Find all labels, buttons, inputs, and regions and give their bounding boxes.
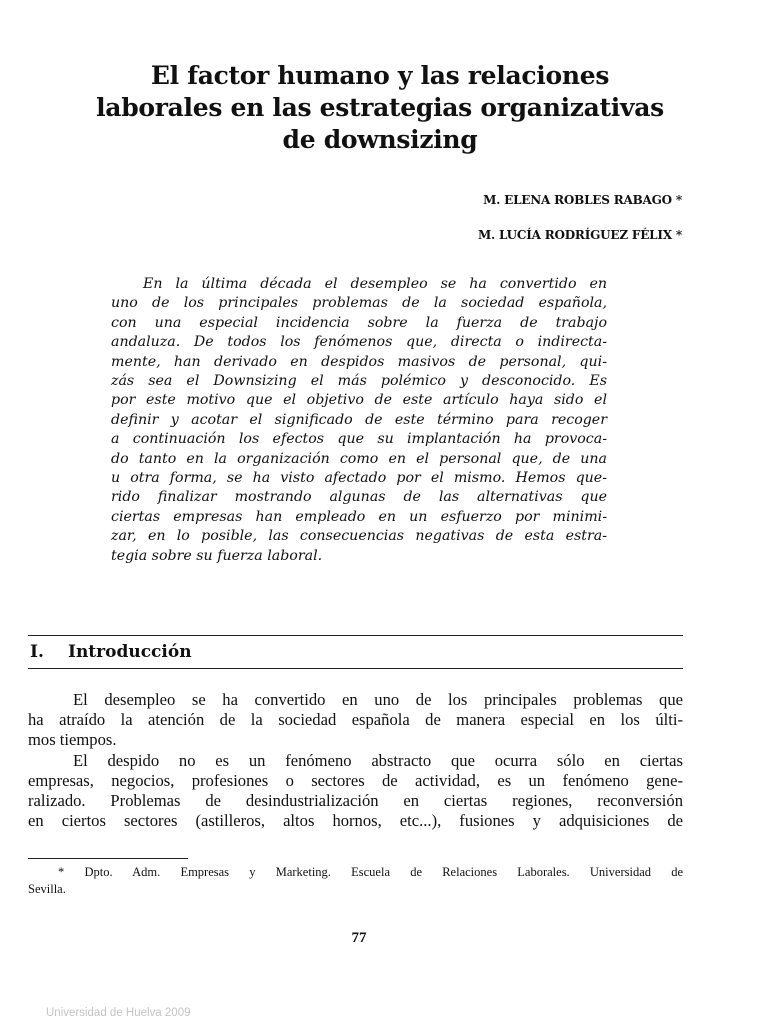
page-number: 77 bbox=[351, 930, 367, 946]
abstract-line: u otra forma, se ha visto afectado por el mismo. Hemos que- bbox=[111, 470, 607, 487]
abstract-line: En la última década el desempleo se ha convertido en bbox=[143, 276, 607, 292]
watermark: Universidad de Huelva 2009 bbox=[46, 1007, 191, 1019]
body-text bbox=[28, 690, 683, 831]
body-line: empresas, negocios, profesiones o sectores de actividad, es un fenómeno gene- bbox=[28, 770, 683, 790]
title-line: El factor humano y las relaciones bbox=[150, 61, 610, 90]
abstract-line: mente, han derivado en despidos masivos de personal, qui- bbox=[111, 353, 607, 370]
footnote-line: Sevilla. bbox=[28, 882, 66, 896]
section-number: I. bbox=[30, 642, 44, 662]
abstract-line: andaluza. De todos los fenómenos que, directa o indirecta- bbox=[111, 334, 607, 351]
abstract-line: zás sea el Downsizing el más polémico y desconocido. Es bbox=[111, 373, 607, 390]
body-line: El despido no es un fenómeno abstracto que ocurra sólo en ciertas bbox=[73, 750, 683, 770]
body-line: mos tiempos. bbox=[28, 730, 117, 750]
abstract bbox=[111, 275, 607, 566]
article-title bbox=[20, 60, 740, 156]
body-line: ha atraído la atención de la sociedad española de manera especial en los últi- bbox=[28, 710, 683, 730]
section-title: Introducción bbox=[68, 642, 192, 662]
abstract-line: ciertas empresas han empleado en un esfuerzo por minimi- bbox=[111, 508, 607, 525]
abstract-line: uno de los principales problemas de la sociedad española, bbox=[111, 295, 607, 312]
body-line: ralizado. Problemas de desindustrialización en ciertas regiones, reconversión bbox=[28, 791, 683, 811]
body-line: en ciertos sectores (astilleros, altos hornos, etc...), fusiones y adquisiciones de bbox=[28, 811, 683, 831]
abstract-line: con una especial incidencia sobre la fuerza de trabajo bbox=[111, 314, 607, 331]
title-line: laborales en las estrategias organizativas bbox=[96, 93, 664, 122]
abstract-line: do tanto en la organización como en el personal que, de una bbox=[111, 450, 607, 467]
footnote-line: * Dpto. Adm. Empresas y Marketing. Escuela de Relaciones Laborales. Universidad de bbox=[58, 865, 683, 879]
abstract-line: a continuación los efectos que su implantación ha provoca- bbox=[111, 431, 607, 448]
footnote bbox=[28, 864, 683, 898]
footnote-rule bbox=[28, 858, 188, 859]
author-1: M. ELENA ROBLES RABAGO * bbox=[483, 193, 682, 207]
section-rule-top bbox=[28, 635, 683, 636]
abstract-line: tegia sobre su fuerza laboral. bbox=[111, 547, 323, 564]
body-line: El desempleo se ha convertido en uno de los principales problemas que bbox=[73, 690, 683, 709]
title-line: de downsizing bbox=[282, 125, 478, 154]
abstract-line: rido finalizar mostrando algunas de las alternativas que bbox=[111, 489, 607, 506]
section-rule-bottom bbox=[28, 668, 683, 669]
abstract-line: definir y acotar el significado de este término para recoger bbox=[111, 411, 607, 428]
author-2: M. LUCÍA RODRÍGUEZ FÉLIX * bbox=[477, 228, 682, 242]
section-heading bbox=[30, 642, 192, 662]
abstract-line: por este motivo que el objetivo de este artículo haya sido el bbox=[111, 392, 607, 409]
abstract-line: zar, en lo posible, las consecuencias negativas de esta estra- bbox=[111, 528, 607, 545]
